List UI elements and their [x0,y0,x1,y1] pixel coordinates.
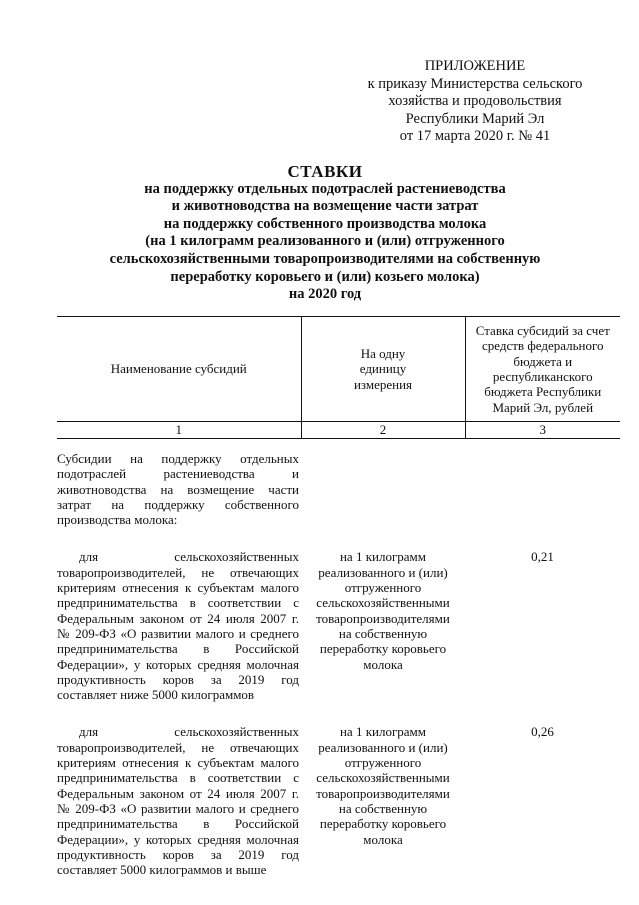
column-number-1: 1 [57,422,301,439]
appendix-ministry-line: хозяйства и продовольствия [388,93,562,109]
header-subsidy-name: Наименование субсидий [57,317,301,422]
title-line-1: на поддержку отдельных подотраслей растениеводства [144,180,506,197]
table-row [57,439,620,528]
header-rate: Ставка субсидий за счет средств федерального бюджета и республиканского бюджета Республики Марий Эл, рублей [465,317,620,422]
title-line-5: сельскохозяйственными товаропроизводителями на собственную [109,250,541,267]
section-label: Субсидии на поддержку отдельных подотраслей растениеводства и животноводства на возмещение части затрат на поддержку собственного производства молока: [57,451,299,528]
appendix-header [340,58,610,146]
title-main: СТАВКИ [287,162,363,181]
title-line-2: и животноводства на возмещение части затрат [171,198,479,215]
title-line-3: на поддержку собственного производства молока [163,215,487,232]
subsidy-name-cell: для сельскохозяйственных товаропроизводителей, не отвечающих критериям отнесения к субъектам малого предпринимательства в соответствии с Федеральным законом от 24 июля 2007 г. № 209-ФЗ «О развитии малого и среднего предпринимательства в Российской Федерации», у которых средняя молочная продуктивность коров за 2019 год составляет ниже 5000 килограммов [57,549,299,703]
header-unit: На одну единицу измерения [301,317,465,422]
rate-cell: 0,21 [531,549,554,565]
table-row [57,527,620,702]
subsidy-name-cell: для сельскохозяйственных товаропроизводителей, не отвечающих критериям отнесения к субъектам малого предпринимательства в соответствии с Федеральным законом от 24 июля 2007 г. № 209-ФЗ «О развитии малого и среднего предпринимательства в Российской Федерации», у которых средняя молочная продуктивность коров за 2019 год составляет 5000 килограммов и выше [57,724,299,878]
column-number-2: 2 [301,422,465,439]
title-line-7: на 2020 год [288,286,362,303]
unit-cell: на 1 килограмм реализованного и (или) отгруженного сельскохозяйственными товаропроизводителями на собственную переработку коровьего молока [316,549,450,672]
appendix-order-line: к приказу Министерства сельского [367,75,583,92]
appendix-republic-line: Республики Марий Эл [405,110,545,127]
unit-cell: на 1 килограмм реализованного и (или) отгруженного сельскохозяйственными товаропроизводителями на собственную переработку коровьего молока [316,724,450,847]
table-row [57,702,620,877]
table-header-row [57,317,620,422]
title-line-6: переработку коровьего и (или) козьего молока) [170,268,480,285]
column-number-3: 3 [465,422,620,439]
appendix-title: ПРИЛОЖЕНИЕ [424,58,526,74]
title-line-4: (на 1 килограмм реализованного и (или) отгруженного [145,233,505,250]
rate-cell: 0,26 [531,724,554,740]
subsidy-rates-table [57,316,620,877]
appendix-date-line: от 17 марта 2020 г. № 41 [399,128,551,144]
column-number-row [57,422,620,439]
document-title [90,163,560,304]
